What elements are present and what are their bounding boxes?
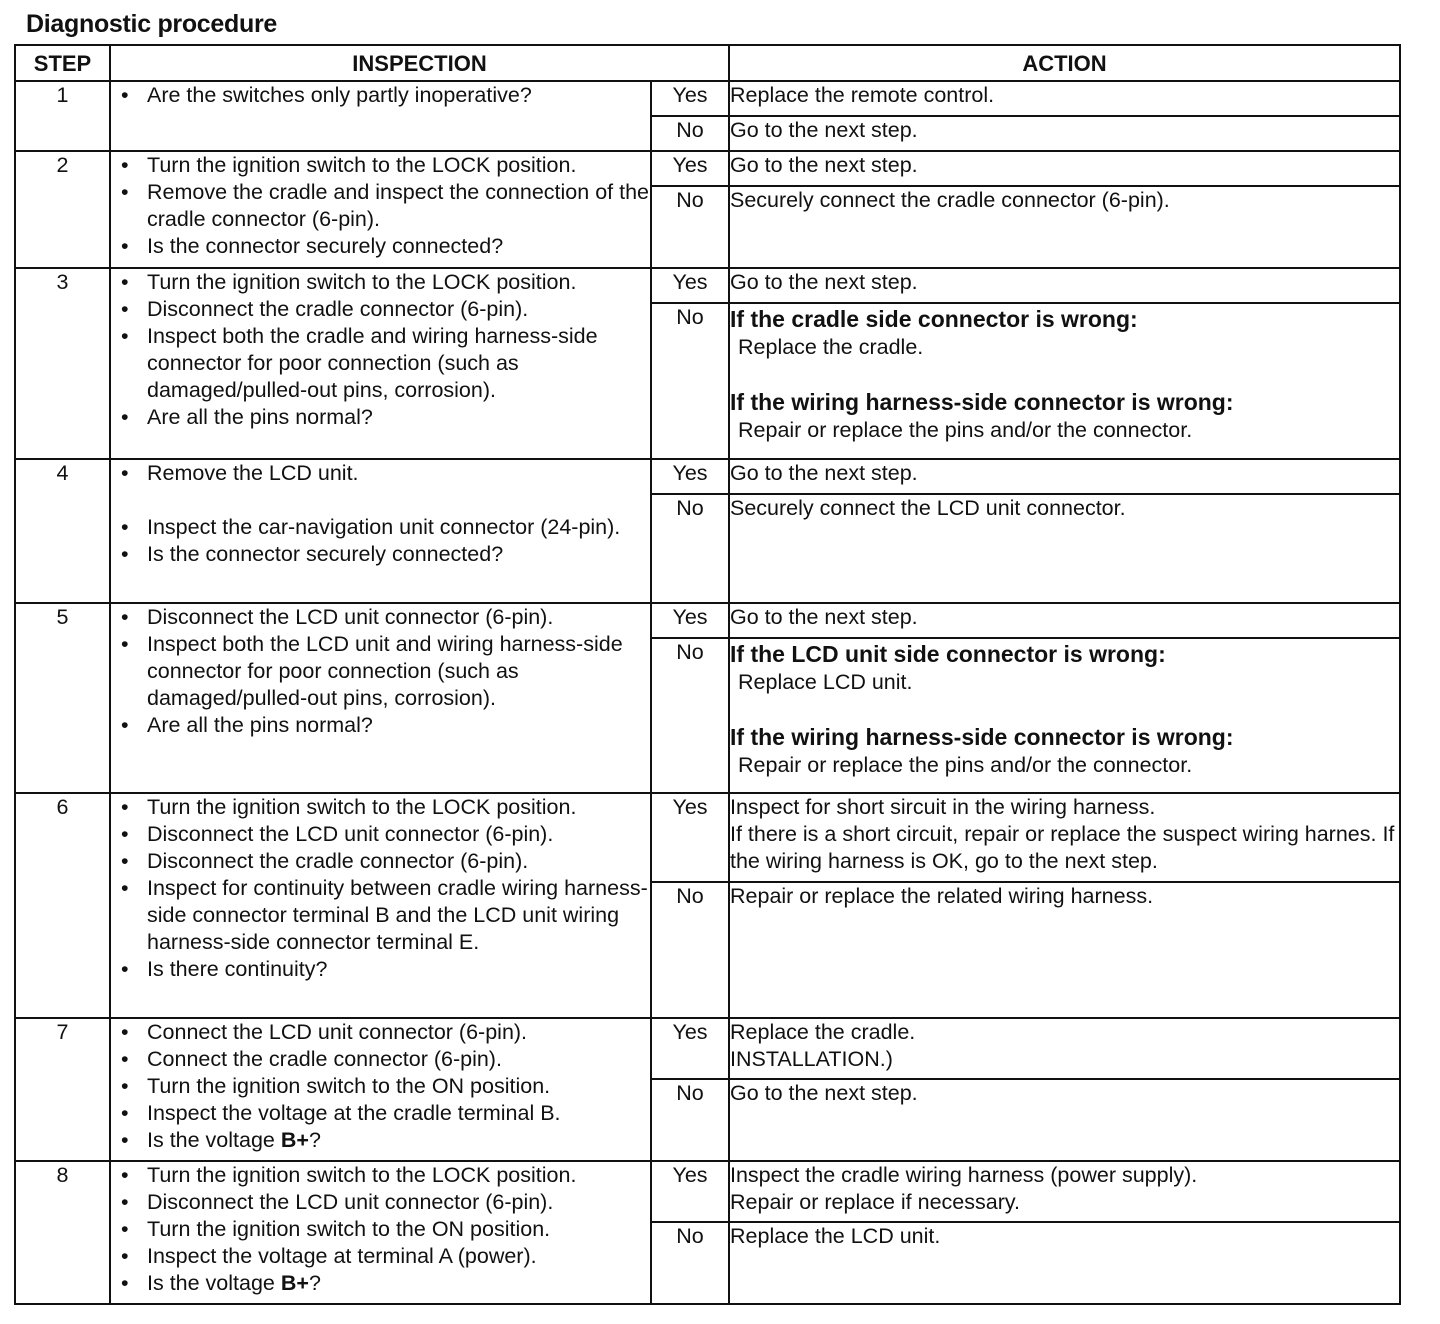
condition-action: Repair or replace the pins and/or the connector. xyxy=(738,753,1193,777)
no-label: No xyxy=(651,116,729,151)
condition-heading: If the LCD unit side connector is wrong: xyxy=(730,641,1166,667)
yes-action: Go to the next step. xyxy=(729,459,1400,494)
yes-label: Yes xyxy=(651,268,729,303)
inspection-list xyxy=(111,460,650,568)
condition-heading: If the cradle side connector is wrong: xyxy=(730,306,1138,332)
inspection-item xyxy=(147,1127,650,1154)
table-row xyxy=(15,793,1400,882)
inspection-item: • Is the connector securely connected? xyxy=(147,541,650,568)
step-number: 8 xyxy=(15,1161,110,1304)
table-row xyxy=(15,268,1400,303)
yes-action: Go to the next step. xyxy=(729,603,1400,638)
no-action xyxy=(729,638,1400,793)
inspection-item: • Is there continuity? xyxy=(147,956,650,983)
inspection-item: • Connect the LCD unit connector (6-pin). xyxy=(147,1019,650,1046)
inspection-cell xyxy=(110,81,651,151)
inspection-item: • Are the switches only partly inoperative? xyxy=(147,82,650,109)
no-action: Go to the next step. xyxy=(729,1079,1400,1161)
yes-label: Yes xyxy=(651,1161,729,1222)
table-row xyxy=(15,603,1400,638)
yes-label: Yes xyxy=(651,793,729,882)
condition-action: Replace the cradle. xyxy=(738,335,924,359)
inspection-cell xyxy=(110,459,651,603)
no-action: Securely connect the LCD unit connector. xyxy=(729,494,1400,603)
yes-label: Yes xyxy=(651,603,729,638)
yes-label: Yes xyxy=(651,151,729,186)
no-action: Go to the next step. xyxy=(729,116,1400,151)
table-row xyxy=(15,459,1400,494)
inspection-item: • Disconnect the cradle connector (6-pin). xyxy=(147,848,650,875)
inspection-item: • Inspect the car-navigation unit connector (24-pin). xyxy=(147,514,650,541)
no-action xyxy=(729,303,1400,459)
inspection-text: ? xyxy=(308,1271,321,1295)
page-title: Diagnostic procedure xyxy=(26,10,277,38)
yes-action-line: Repair or replace if necessary. xyxy=(730,1190,1020,1214)
spacer xyxy=(730,361,1399,387)
step-number: 2 xyxy=(15,151,110,268)
inspection-item: • Turn the ignition switch to the LOCK position. xyxy=(147,794,650,821)
yes-action-line: Inspect the cradle wiring harness (power supply). xyxy=(730,1163,1198,1187)
inspection-item: • Disconnect the LCD unit connector (6-pin). xyxy=(147,1189,650,1216)
inspection-item: • Remove the cradle and inspect the connection of the cradle connector (6-pin). xyxy=(147,179,650,233)
inspection-item: • Turn the ignition switch to the ON position. xyxy=(147,1216,650,1243)
inspection-item: • Disconnect the LCD unit connector (6-pin). xyxy=(147,604,650,631)
inspection-list xyxy=(111,269,650,431)
inspection-list xyxy=(111,604,650,739)
condition-heading: If the wiring harness-side connector is wrong: xyxy=(730,389,1234,415)
inspection-item: • Disconnect the cradle connector (6-pin). xyxy=(147,296,650,323)
step-number: 6 xyxy=(15,793,110,1018)
yes-action xyxy=(729,1161,1400,1222)
condition-action: Replace LCD unit. xyxy=(738,670,913,694)
inspection-item: • Turn the ignition switch to the LOCK position. xyxy=(147,1162,650,1189)
inspection-cell xyxy=(110,1018,651,1161)
inspection-item xyxy=(147,1270,650,1297)
inspection-cell xyxy=(110,793,651,1018)
yes-action-line: Replace the cradle. xyxy=(730,1020,916,1044)
inspection-cell xyxy=(110,268,651,459)
yes-action: Go to the next step. xyxy=(729,268,1400,303)
step-number: 7 xyxy=(15,1018,110,1161)
no-label: No xyxy=(651,303,729,459)
diagnostic-table xyxy=(14,44,1401,1305)
table-row xyxy=(15,151,1400,186)
step-number: 3 xyxy=(15,268,110,459)
spacer xyxy=(730,696,1399,722)
yes-action: Replace the remote control. xyxy=(729,81,1400,116)
table-row xyxy=(15,1161,1400,1222)
inspection-item: • Inspect the voltage at the cradle terminal B. xyxy=(147,1100,650,1127)
no-label: No xyxy=(651,638,729,793)
inspection-item: • Inspect the voltage at terminal A (power). xyxy=(147,1243,650,1270)
inspection-text: Is the voltage xyxy=(147,1271,281,1295)
inspection-item: • Is the connector securely connected? xyxy=(147,233,650,260)
no-action: Replace the LCD unit. xyxy=(729,1222,1400,1304)
header-inspection: INSPECTION xyxy=(110,45,729,81)
inspection-item: • Inspect both the cradle and wiring harness-side connector for poor connection (such as damaged/pulled-out pins, corrosion). xyxy=(147,323,650,404)
no-action: Repair or replace the related wiring harness. xyxy=(729,882,1400,1018)
inspection-item: • Are all the pins normal? xyxy=(147,404,650,431)
inspection-text: ? xyxy=(308,1128,321,1152)
inspection-cell xyxy=(110,1161,651,1304)
inspection-list xyxy=(111,82,650,109)
inspection-list xyxy=(111,152,650,260)
no-label: No xyxy=(651,882,729,1018)
table-header-row xyxy=(15,45,1400,81)
inspection-item: • Turn the ignition switch to the LOCK position. xyxy=(147,269,650,296)
step-number: 4 xyxy=(15,459,110,603)
inspection-text: Is the voltage xyxy=(147,1128,281,1152)
yes-action: Go to the next step. xyxy=(729,151,1400,186)
inspection-item: • Are all the pins normal? xyxy=(147,712,650,739)
inspection-item: • Disconnect the LCD unit connector (6-pin). xyxy=(147,821,650,848)
yes-action-line: If there is a short circuit, repair or replace the suspect wiring harnes. If the wiring harness is OK, go to the next step. xyxy=(730,822,1395,873)
yes-label: Yes xyxy=(651,81,729,116)
inspection-cell xyxy=(110,603,651,793)
step-number: 5 xyxy=(15,603,110,793)
inspection-item: • Inspect both the LCD unit and wiring harness-side connector for poor connection (such as damaged/pulled-out pins, corrosion). xyxy=(147,631,650,712)
no-label: No xyxy=(651,186,729,268)
voltage-value: B+ xyxy=(280,1128,309,1152)
yes-action xyxy=(729,793,1400,882)
table-row xyxy=(15,81,1400,116)
inspection-item: • Connect the cradle connector (6-pin). xyxy=(147,1046,650,1073)
table-row xyxy=(15,1018,1400,1079)
step-number: 1 xyxy=(15,81,110,151)
header-action: ACTION xyxy=(729,45,1400,81)
inspection-item: • Turn the ignition switch to the LOCK position. xyxy=(147,152,650,179)
condition-heading: If the wiring harness-side connector is wrong: xyxy=(730,724,1234,750)
no-label: No xyxy=(651,1079,729,1161)
inspection-item: • Remove the LCD unit. xyxy=(147,460,650,487)
inspection-list xyxy=(111,1019,650,1154)
voltage-value: B+ xyxy=(280,1271,309,1295)
no-label: No xyxy=(651,494,729,603)
inspection-list xyxy=(111,1162,650,1297)
inspection-item: • Inspect for continuity between cradle wiring harness-side connector terminal B and the LCD unit wiring harness-side connector terminal E. xyxy=(147,875,650,956)
yes-action xyxy=(729,1018,1400,1079)
inspection-item: • Turn the ignition switch to the ON position. xyxy=(147,1073,650,1100)
yes-action-line: INSTALLATION.) xyxy=(730,1047,893,1071)
no-label: No xyxy=(651,1222,729,1304)
yes-label: Yes xyxy=(651,459,729,494)
yes-label: Yes xyxy=(651,1018,729,1079)
inspection-list xyxy=(111,794,650,983)
no-action: Securely connect the cradle connector (6-pin). xyxy=(729,186,1400,268)
header-step: STEP xyxy=(15,45,110,81)
inspection-cell xyxy=(110,151,651,268)
yes-action-line: Inspect for short sircuit in the wiring harness. xyxy=(730,795,1156,819)
condition-action: Repair or replace the pins and/or the connector. xyxy=(738,418,1193,442)
